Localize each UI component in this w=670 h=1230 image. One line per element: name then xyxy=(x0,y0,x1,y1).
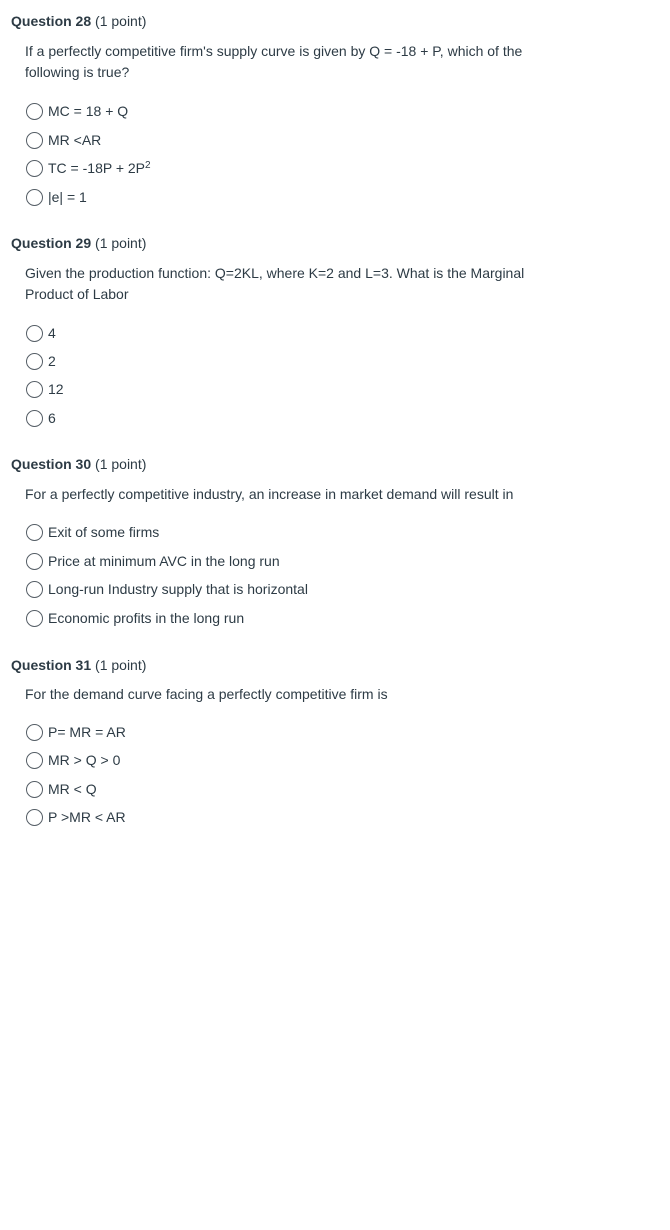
answer-label: MC = 18 + Q xyxy=(48,103,129,119)
question-text: If a perfectly competitive firm's supply curve is given by Q = -18 + P, which of the following is true? xyxy=(25,43,523,80)
question-title: Question 31 xyxy=(11,657,92,673)
answer-option[interactable] xyxy=(26,323,56,343)
radio-button[interactable] xyxy=(26,752,43,769)
superscript: 2 xyxy=(145,160,151,171)
radio-button[interactable] xyxy=(26,809,43,826)
radio-button[interactable] xyxy=(26,410,43,427)
answer-option[interactable] xyxy=(26,379,64,399)
question-header xyxy=(11,656,146,674)
question-points: (1 point) xyxy=(95,235,147,251)
question-text: For the demand curve facing a perfectly competitive firm is xyxy=(25,686,388,702)
radio-button[interactable] xyxy=(26,353,43,370)
answer-label: Exit of some firms xyxy=(48,524,160,540)
question-text: Given the production function: Q=2KL, where K=2 and L=3. What is the Marginal Product of Labor xyxy=(25,265,525,302)
radio-button[interactable] xyxy=(26,781,43,798)
question-title: Question 29 xyxy=(11,235,92,251)
answer-label: 2 xyxy=(48,353,56,369)
answer-label: Long-run Industry supply that is horizontal xyxy=(48,581,308,597)
answer-label: 4 xyxy=(48,325,56,341)
answer-option[interactable] xyxy=(26,187,87,207)
answer-label: MR > Q > 0 xyxy=(48,752,121,768)
question-points: (1 point) xyxy=(95,657,147,673)
answer-label: MR < Q xyxy=(48,781,97,797)
question-title: Question 30 xyxy=(11,456,92,472)
radio-button[interactable] xyxy=(26,103,43,120)
answer-option[interactable] xyxy=(26,351,56,371)
radio-button[interactable] xyxy=(26,132,43,149)
answer-option[interactable] xyxy=(26,101,128,121)
radio-button[interactable] xyxy=(26,581,43,598)
radio-button[interactable] xyxy=(26,325,43,342)
question-points: (1 point) xyxy=(95,13,147,29)
question-points: (1 point) xyxy=(95,456,147,472)
radio-button[interactable] xyxy=(26,724,43,741)
answer-label: P= MR = AR xyxy=(48,724,126,740)
question-header xyxy=(11,455,146,473)
answer-label: 6 xyxy=(48,410,56,426)
answer-option[interactable] xyxy=(26,750,120,770)
answer-label: P >MR < AR xyxy=(48,809,126,825)
answer-option[interactable] xyxy=(26,608,244,628)
answer-option[interactable] xyxy=(26,807,126,827)
answer-option[interactable] xyxy=(26,579,308,599)
radio-button[interactable] xyxy=(26,160,43,177)
question-title: Question 28 xyxy=(11,13,92,29)
question-header xyxy=(11,12,146,30)
answer-option[interactable] xyxy=(26,779,97,799)
answer-label: |e| = 1 xyxy=(48,189,87,205)
question-text: For a perfectly competitive industry, an increase in market demand will result in xyxy=(25,486,514,502)
answer-label: 12 xyxy=(48,381,64,397)
answer-option[interactable] xyxy=(26,522,159,542)
answer-label: MR <AR xyxy=(48,132,102,148)
answer-option[interactable] xyxy=(26,722,126,742)
answer-option[interactable] xyxy=(26,551,280,571)
radio-button[interactable] xyxy=(26,524,43,541)
radio-button[interactable] xyxy=(26,553,43,570)
radio-button[interactable] xyxy=(26,189,43,206)
question-header xyxy=(11,234,146,252)
answer-label-with-superscript xyxy=(48,159,151,177)
answer-option[interactable] xyxy=(26,158,151,178)
answer-label-text: TC = -18P + 2P xyxy=(48,160,146,176)
radio-button[interactable] xyxy=(26,610,43,627)
radio-button[interactable] xyxy=(26,381,43,398)
answer-option[interactable] xyxy=(26,130,101,150)
answer-option[interactable] xyxy=(26,408,56,428)
answer-label: Price at minimum AVC in the long run xyxy=(48,553,280,569)
answer-label: Economic profits in the long run xyxy=(48,610,245,626)
